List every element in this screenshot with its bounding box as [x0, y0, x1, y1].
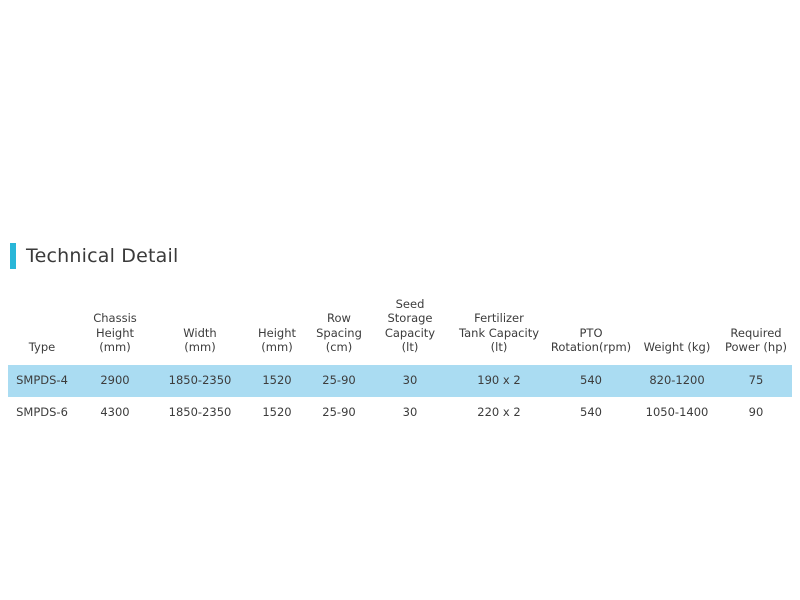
column-header-required-power: Required Power (hp) — [725, 325, 787, 355]
cell-type: SMPDS-4 — [16, 372, 68, 387]
page-title: Technical Detail — [26, 244, 179, 267]
cell-row-spacing: 25-90 — [322, 404, 356, 419]
column-header-height: Height (mm) — [257, 325, 296, 355]
cell-height: 1520 — [262, 404, 292, 419]
column-header-weight: Weight (kg) — [643, 340, 711, 355]
cell-pto-rotation: 540 — [580, 372, 602, 387]
cell-fertilizer-tank-capacity: 220 x 2 — [477, 404, 521, 419]
cell-row-spacing: 25-90 — [322, 372, 356, 387]
table-row — [8, 365, 792, 397]
column-header-row-spacing: Row Spacing (cm) — [316, 311, 362, 355]
cell-chassis-height: 4300 — [100, 404, 130, 419]
heading-accent-bar — [10, 243, 16, 269]
cell-pto-rotation: 540 — [580, 404, 602, 419]
cell-weight: 820-1200 — [649, 372, 705, 387]
cell-required-power: 75 — [748, 372, 764, 387]
cell-required-power: 90 — [748, 404, 764, 419]
cell-type: SMPDS-6 — [16, 404, 68, 419]
cell-height: 1520 — [262, 372, 292, 387]
section-heading — [10, 243, 178, 269]
table-header — [8, 295, 792, 365]
cell-weight: 1050-1400 — [645, 404, 709, 419]
column-header-pto-rotation: PTO Rotation(rpm) — [550, 325, 632, 355]
cell-seed-storage-capacity: 30 — [402, 372, 418, 387]
cell-width: 1850-2350 — [168, 404, 232, 419]
cell-width: 1850-2350 — [168, 372, 232, 387]
column-header-chassis-height: Chassis Height (mm) — [93, 311, 137, 355]
table-row — [8, 397, 792, 429]
cell-fertilizer-tank-capacity: 190 x 2 — [477, 372, 521, 387]
column-header-width: Width (mm) — [183, 325, 217, 355]
technical-detail-table-wrapper — [8, 295, 792, 429]
column-header-type: Type — [28, 340, 56, 355]
table-header-row — [8, 295, 792, 365]
column-header-fertilizer-tank-capacity: Fertilizer Tank Capacity (lt) — [458, 311, 540, 355]
column-header-seed-storage-capacity: Seed Storage Capacity (lt) — [384, 297, 436, 355]
cell-seed-storage-capacity: 30 — [402, 404, 418, 419]
table-body — [8, 365, 792, 429]
cell-chassis-height: 2900 — [100, 372, 130, 387]
technical-detail-table — [8, 295, 792, 429]
